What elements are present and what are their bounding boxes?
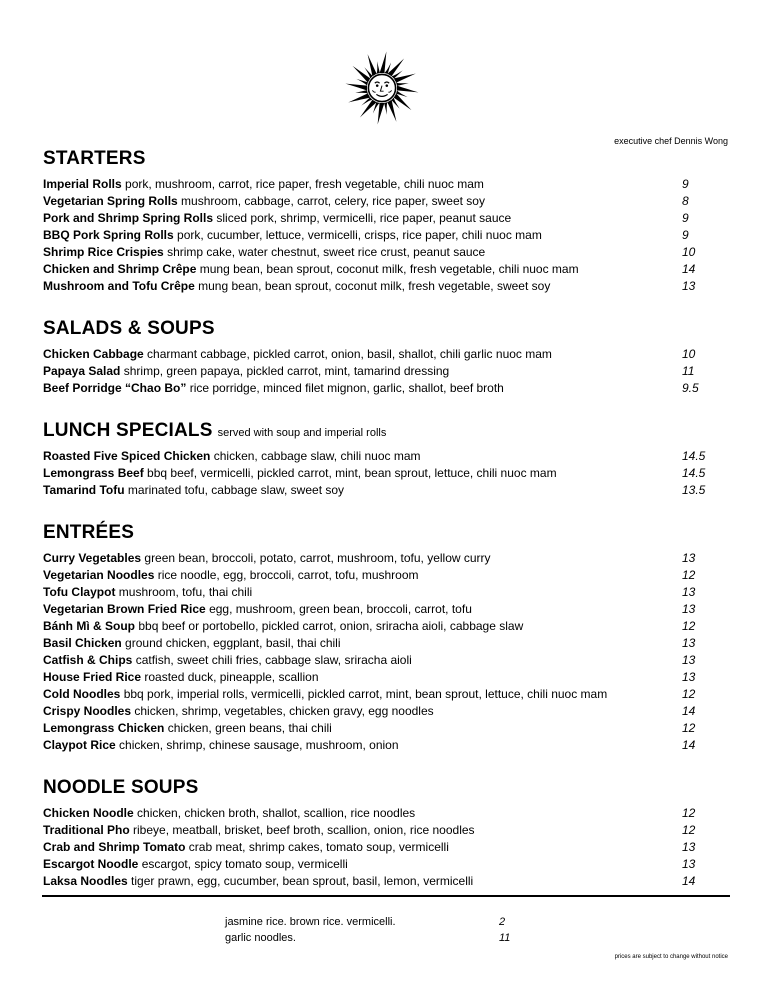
menu-item xyxy=(43,686,708,703)
sun-ray xyxy=(387,59,404,77)
menu-item-text xyxy=(43,805,415,822)
menu-item-name: Crispy Noodles xyxy=(43,704,132,718)
menu-item xyxy=(43,278,708,295)
menu-item-price: 13 xyxy=(682,551,696,565)
menu-section xyxy=(43,148,708,295)
menu-item-description: mung bean, bean sprout, coconut milk, fresh vegetable, chili nuoc mam xyxy=(199,262,579,276)
sun-ray xyxy=(380,51,387,73)
menu-body xyxy=(43,148,708,913)
menu-item-text xyxy=(43,448,421,465)
menu-item xyxy=(43,210,708,227)
menu-item-description: bbq beef, vermicelli, pickled carrot, mint, bean sprout, lettuce, chili nuoc mam xyxy=(147,466,557,480)
sun-ray xyxy=(345,84,367,91)
menu-item xyxy=(43,669,708,686)
menu-item xyxy=(43,703,708,720)
sun-ray xyxy=(378,103,385,125)
menu-item xyxy=(43,805,708,822)
menu-item-price: 13 xyxy=(682,840,696,854)
menu-item-name: BBQ Pork Spring Rolls xyxy=(43,228,174,242)
menu-item-price: 14 xyxy=(682,874,696,888)
menu-item-name: Mushroom and Tofu Crêpe xyxy=(43,279,195,293)
menu-item-description: chicken, chicken broth, shallot, scallion, rice noodles xyxy=(137,806,416,820)
section-title: STARTERS xyxy=(43,148,146,169)
menu-item-name: Chicken Noodle xyxy=(43,806,134,820)
menu-item-description: ground chicken, eggplant, basil, thai chili xyxy=(125,636,341,650)
section-title: NOODLE SOUPS xyxy=(43,777,199,798)
menu-item-description: escargot, spicy tomato soup, vermicelli xyxy=(141,857,348,871)
menu-item-text xyxy=(43,363,449,380)
menu-item-text xyxy=(43,176,484,193)
menu-item-name: House Fried Rice xyxy=(43,670,142,684)
menu-item-price: 13 xyxy=(682,279,696,293)
menu-item-name: Bánh Mì & Soup xyxy=(43,619,135,633)
price-notice: prices are subject to change without notice xyxy=(614,954,728,960)
side-item-price: 2 xyxy=(499,916,506,928)
menu-item-text xyxy=(43,839,449,856)
menu-item-text xyxy=(43,720,332,737)
executive-chef-credit: executive chef Dennis Wong xyxy=(614,136,728,146)
sun-ray xyxy=(355,90,368,94)
menu-item-price: 13 xyxy=(682,857,696,871)
menu-item-description: shrimp, green papaya, pickled carrot, mint, tamarind dressing xyxy=(123,364,450,378)
menu-item xyxy=(43,567,708,584)
menu-item-description: green bean, broccoli, potato, carrot, mushroom, tofu, yellow curry xyxy=(144,551,491,565)
menu-item-text xyxy=(43,261,579,278)
menu-item-name: Laksa Noodles xyxy=(43,874,128,888)
menu-item-text xyxy=(43,567,419,584)
menu-item-description: pork, cucumber, lettuce, vermicelli, crisps, rice paper, chili nuoc mam xyxy=(177,228,542,242)
section-title: LUNCH SPECIALS xyxy=(43,420,213,441)
section-note: served with soup and imperial rolls xyxy=(217,427,387,439)
menu-item-text xyxy=(43,210,511,227)
menu-item-name: Vegetarian Spring Rolls xyxy=(43,194,178,208)
menu-item-name: Papaya Salad xyxy=(43,364,121,378)
menu-section xyxy=(43,777,708,890)
menu-item-text xyxy=(43,584,252,601)
menu-item xyxy=(43,448,708,465)
menu-item-name: Cold Noodles xyxy=(43,687,121,701)
menu-item-price: 9.5 xyxy=(682,381,699,395)
menu-item xyxy=(43,873,708,890)
menu-item xyxy=(43,176,708,193)
menu-item-text xyxy=(43,669,319,686)
menu-item-price: 13 xyxy=(682,653,696,667)
sun-ray xyxy=(353,66,371,83)
menu-item-description: tiger prawn, egg, cucumber, bean sprout, basil, lemon, vermicelli xyxy=(131,874,474,888)
section-heading xyxy=(43,420,708,448)
menu-item-price: 14 xyxy=(682,704,696,718)
section-heading xyxy=(43,318,708,346)
menu-item-description: bbq beef or portobello, pickled carrot, onion, sriracha aioli, cabbage slaw xyxy=(138,619,524,633)
section-title: ENTRÉES xyxy=(43,522,135,543)
menu-item-text xyxy=(43,244,485,261)
menu-item xyxy=(43,363,708,380)
menu-item-price: 13 xyxy=(682,670,696,684)
menu-item xyxy=(43,856,708,873)
menu-item-text xyxy=(43,482,344,499)
menu-item xyxy=(43,618,708,635)
menu-item xyxy=(43,720,708,737)
menu-item-price: 13 xyxy=(682,636,696,650)
menu-item-price: 13 xyxy=(682,585,696,599)
menu-item xyxy=(43,652,708,669)
menu-item-description: catfish, sweet chili fries, cabbage slaw, sriracha aioli xyxy=(135,653,412,667)
menu-item-price: 14 xyxy=(682,262,696,276)
menu-item-text xyxy=(43,635,341,652)
side-item xyxy=(225,930,525,946)
section-heading xyxy=(43,522,708,550)
menu-item-name: Crab and Shrimp Tomato xyxy=(43,840,186,854)
menu-item-description: bbq pork, imperial rolls, vermicelli, pickled carrot, mint, bean sprout, lettuce, chili nuoc mam xyxy=(123,687,608,701)
menu-item-description: rice noodle, egg, broccoli, carrot, tofu, mushroom xyxy=(157,568,419,582)
menu-item-price: 14 xyxy=(682,738,696,752)
menu-item-name: Shrimp Rice Crispies xyxy=(43,245,164,259)
menu-item-price: 14.5 xyxy=(682,466,706,480)
menu-section xyxy=(43,522,708,754)
menu-item xyxy=(43,261,708,278)
menu-item-description: sliced pork, shrimp, vermicelli, rice paper, peanut sauce xyxy=(216,211,512,225)
sun-ray xyxy=(394,93,412,110)
menu-item-description: shrimp cake, water chestnut, sweet rice crust, peanut sauce xyxy=(167,245,486,259)
menu-item-name: Catfish & Chips xyxy=(43,653,133,667)
menu-item xyxy=(43,601,708,618)
menu-item xyxy=(43,465,708,482)
menu-item-price: 9 xyxy=(682,228,689,242)
section-title: SALADS & SOUPS xyxy=(43,318,215,339)
menu-item xyxy=(43,346,708,363)
side-item-label: jasmine rice. brown rice. vermicelli. xyxy=(225,916,396,928)
menu-item-description: pork, mushroom, carrot, rice paper, fresh vegetable, chili nuoc mam xyxy=(125,177,484,191)
menu-item-description: charmant cabbage, pickled carrot, onion, basil, shallot, chili garlic nuoc mam xyxy=(147,347,552,361)
menu-item-price: 11 xyxy=(682,364,695,378)
menu-item-description: chicken, green beans, thai chili xyxy=(167,721,332,735)
menu-item-text xyxy=(43,193,485,210)
sun-ray xyxy=(384,102,388,115)
menu-item xyxy=(43,380,708,397)
menu-item-description: rice porridge, minced filet mignon, garlic, shallot, beef broth xyxy=(189,381,504,395)
sun-ray xyxy=(376,61,380,74)
menu-item-text xyxy=(43,873,473,890)
menu-item-name: Chicken Cabbage xyxy=(43,347,144,361)
menu-item xyxy=(43,822,708,839)
menu-item xyxy=(43,635,708,652)
menu-item-text xyxy=(43,737,399,754)
menu-item-name: Imperial Rolls xyxy=(43,177,122,191)
menu-item-name: Beef Porridge “Chao Bo” xyxy=(43,381,187,395)
menu-item-price: 12 xyxy=(682,687,696,701)
menu-item-name: Basil Chicken xyxy=(43,636,122,650)
menu-item-text xyxy=(43,550,491,567)
menu-item-name: Tofu Claypot xyxy=(43,585,116,599)
menu-item xyxy=(43,244,708,261)
menu-item-description: egg, mushroom, green bean, broccoli, carrot, tofu xyxy=(209,602,472,616)
menu-item-price: 9 xyxy=(682,177,689,191)
menu-section xyxy=(43,420,708,499)
menu-item-description: mushroom, cabbage, carrot, celery, rice paper, sweet soy xyxy=(181,194,485,208)
menu-item-description: chicken, shrimp, chinese sausage, mushroom, onion xyxy=(119,738,399,752)
menu-item-price: 13.5 xyxy=(682,483,706,497)
menu-item xyxy=(43,193,708,210)
sides-list xyxy=(225,914,525,946)
menu-item-name: Vegetarian Brown Fried Rice xyxy=(43,602,206,616)
menu-item-name: Curry Vegetables xyxy=(43,551,142,565)
menu-item-name: Lemongrass Chicken xyxy=(43,721,165,735)
menu-item-text xyxy=(43,346,552,363)
menu-item-price: 14.5 xyxy=(682,449,706,463)
menu-item-text xyxy=(43,380,504,397)
menu-item-name: Roasted Five Spiced Chicken xyxy=(43,449,211,463)
menu-item-text xyxy=(43,856,348,873)
menu-section xyxy=(43,318,708,397)
side-item-price: 11 xyxy=(499,932,511,944)
menu-item xyxy=(43,227,708,244)
menu-item-price: 10 xyxy=(682,347,696,361)
sun-ray xyxy=(396,82,409,86)
menu-item xyxy=(43,550,708,567)
menu-item-description: ribeye, meatball, brisket, beef broth, scallion, onion, rice noodles xyxy=(133,823,475,837)
menu-item-text xyxy=(43,822,475,839)
menu-item-price: 8 xyxy=(682,194,689,208)
menu-item-name: Chicken and Shrimp Crêpe xyxy=(43,262,197,276)
side-item-label: garlic noodles. xyxy=(225,932,296,944)
menu-item-description: crab meat, shrimp cakes, tomato soup, vermicelli xyxy=(188,840,449,854)
sun-ray xyxy=(360,100,377,118)
menu-item-name: Pork and Shrimp Spring Rolls xyxy=(43,211,214,225)
menu-item-text xyxy=(43,278,550,295)
menu-item-price: 12 xyxy=(682,721,696,735)
menu-item-description: chicken, shrimp, vegetables, chicken gravy, egg noodles xyxy=(134,704,434,718)
menu-item xyxy=(43,839,708,856)
menu-item-name: Vegetarian Noodles xyxy=(43,568,155,582)
menu-item-price: 9 xyxy=(682,211,689,225)
side-item xyxy=(225,914,525,930)
section-heading xyxy=(43,148,708,176)
menu-item xyxy=(43,584,708,601)
menu-item xyxy=(43,482,708,499)
menu-item-description: chicken, cabbage slaw, chili nuoc mam xyxy=(213,449,421,463)
menu-item-text xyxy=(43,652,412,669)
menu-item-description: mung bean, bean sprout, coconut milk, fresh vegetable, sweet soy xyxy=(198,279,551,293)
menu-item-name: Traditional Pho xyxy=(43,823,130,837)
menu-item-description: roasted duck, pineapple, scallion xyxy=(144,670,319,684)
menu-item-text xyxy=(43,703,434,720)
menu-item-description: mushroom, tofu, thai chili xyxy=(118,585,253,599)
menu-item-name: Escargot Noodle xyxy=(43,857,139,871)
menu-item-text xyxy=(43,601,472,618)
sun-face-icon xyxy=(342,46,422,130)
menu-item-text xyxy=(43,618,523,635)
menu-item-name: Tamarind Tofu xyxy=(43,483,125,497)
menu-item xyxy=(43,737,708,754)
section-heading xyxy=(43,777,708,805)
menu-item-name: Claypot Rice xyxy=(43,738,116,752)
menu-item-price: 13 xyxy=(682,602,696,616)
menu-item-description: marinated tofu, cabbage slaw, sweet soy xyxy=(127,483,345,497)
menu-item-price: 12 xyxy=(682,619,696,633)
menu-item-price: 12 xyxy=(682,568,696,582)
menu-item-text xyxy=(43,465,557,482)
menu-item-price: 12 xyxy=(682,806,696,820)
sun-ray xyxy=(397,86,419,93)
menu-item-price: 10 xyxy=(682,245,696,259)
menu-item-text xyxy=(43,686,607,703)
divider-rule xyxy=(42,895,730,897)
menu-item-price: 12 xyxy=(682,823,696,837)
menu-item-text xyxy=(43,227,542,244)
menu-item-name: Lemongrass Beef xyxy=(43,466,144,480)
